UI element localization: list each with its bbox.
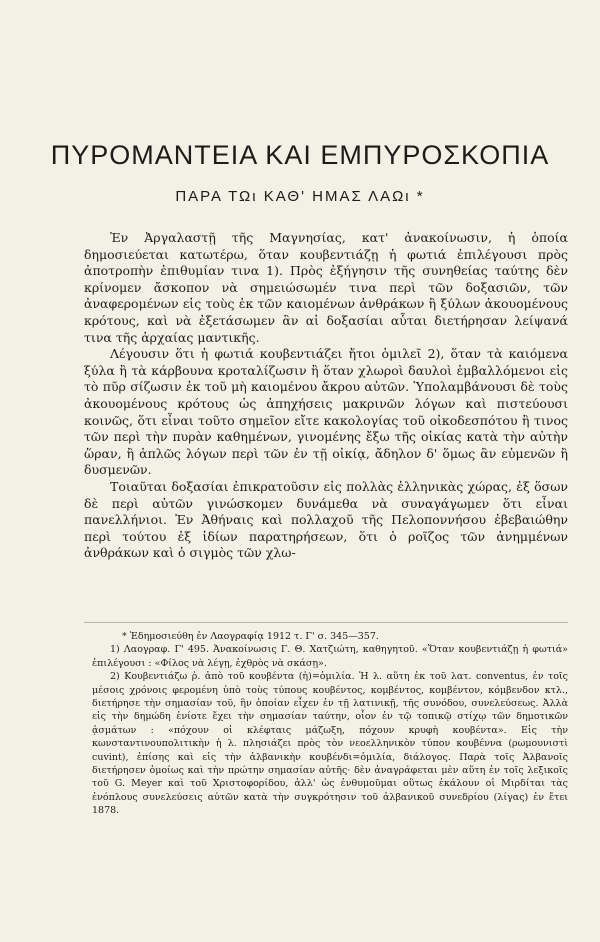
article-subtitle: ΠΑΡΑ ΤΩι ΚΑΘ' ΗΜΑΣ ΛΑΩι * [175,188,425,205]
body-paragraph: Ἐν Ἀργαλαστῇ τῆς Μαγνησίας, κατ' ἀνακοίνωσιν, ἡ ὁποία δημοσιεύεται κατωτέρω, ὅταν κουβεντιάζῃ ἡ φωτιά ἐπιλέγουσι πρὸς ἀποτροπὴν ἐπιθυμίαν τινα 1). Πρὸς ἐξήγησιν τῆς συνηθείας ταύτης δὲν κρίνομεν ἄσκοπον νὰ σημειώσωμέν τινα περὶ τῶν δοξασιῶν, τῶν ἀναφερομένων εἰς τοὺς ἐκ τῶν καιομένων ἀνθράκων ἢ ξύλων ἀκουομένους κρότους, καὶ νὰ ἐξετάσωμεν ἂν αἱ δοξασίαι αὗται διετήρησαν λείψανά τινα τῆς ἀρχαίας μαντικῆς. [84,230,568,345]
article-title: ΠΥΡΟΜΑΝΤΕΙΑ ΚΑΙ ΕΜΠΥΡΟΣΚΟΠΙΑ [50,140,550,170]
body-paragraph: Τοιαῦται δοξασίαι ἐπικρατοῦσιν εἰς πολλὰς ἑλληνικὰς χώρας, ἐξ ὅσων δὲ περὶ αὐτῶν γινώσκομεν δυνάμεθα νὰ συναγάγωμεν ὅτι εἶναι πανελλήνιοι. Ἐν Ἀθήναις καὶ πολλαχοῦ τῆς Πελοποννήσου ἐβεβαιώθην περὶ τούτου ἐξ ἰδίων παρατηρήσεων, ὅτι ὁ ροῖζος τῶν ἀνημμένων ἀνθράκων καὶ ὁ σιγμὸς τῶν χλω- [84,478,568,561]
footnote: 1) Λαογραφ. Γ' 495. Ἀνακοίνωσις Γ. Θ. Χατζιώτη, καθηγητοῦ. «Ὅταν κουβεντιάζῃ ἡ φωτιά» ἐπιλέγουσι : «Φίλος νὰ λέγῃ, ἐχθρὸς νὰ σκάσῃ». [92,644,568,669]
article-body [84,230,568,562]
footnote-publication: * Ἐδημοσιεύθη ἐν Λαογραφίᾳ 1912 τ. Γ' σ. 345—357. [122,631,379,642]
footnote: 2) Κουβεντιάζω ῥ. ἀπὸ τοῦ κουβέντα (ἡ)=ὁμιλία. Ἡ λ. αὕτη ἐκ τοῦ λατ. conventus, ἐν τοῖς μέσοις χρόνοις φερομένη ὑπὸ τοὺς τύπους κουβέντος, κομβέντος, κομβέντον, κόμβενδον κτλ., διετήρησε τὴν σημασίαν τοῦ, ἣν ὁποίαν εἶχεν ἐν τῇ λατινικῇ, τῆς συνόδου, συνελεύσεως. Ἀλλὰ εἰς τὴν δημώδη ἐνίοτε ἔχει τὴν σημασίαν ταύτην, οἷον ἐν τῷ τοπικῷ στίχῳ τῶν δημοτικῶν ᾀσμάτων : «πόχουν οἱ κλέφταις μάζωξη, πόχουν κρυφὴ κουβέντα». Εἰς τὴν κωνσταντινουπολιτικὴν ἡ λ. πλησιάζει πρὸς τὸν νεοελληνικὸν τύπον κουβέννα (ρωμουνιστὶ cuvint), ἐπίσης καὶ εἰς τὴν ἀλβανικὴν κουβένδι=ὁμιλία, διάλογος. Παρὰ τοῖς Ἀλβανοῖς διετήρησεν ὁμοίως καὶ τὴν πρώτην σημασίαν αὐτῆς· δὲν ἀναγράφεται μὲν αὕτη ἐν τοῖς λεξικοῖς τοῦ G. Meyer καὶ τοῦ Χριστοφορίδου, ἀλλ' ὡς ἐνθυμοῦμαι οὕτως ἐκάλουν οἱ Μιρδίται τὰς ἐνόπλους συνελεύσεις αὐτῶν κατὰ τὴν συγκρότησιν τοῦ ἀλβανικοῦ συνεδρίου (λίγας) ἐν ἔτει 1878. [92,671,568,817]
footnotes [92,630,568,818]
footnote-divider [84,622,568,623]
body-paragraph: Λέγουσιν ὅτι ἡ φωτιά κουβεντιάζει ἤτοι ὁμιλεῖ 2), ὅταν τὰ καιόμενα ξύλα ἢ τὰ κάρβουνα κροταλίζωσιν ἢ ὅταν χλωροὶ δαυλοὶ ἐμβαλλόμενοι εἰς τὸ πῦρ σίζωσιν ἐκ τοῦ μὴ καιομένου ἄκρου αὐτῶν. Ὑπολαμβάνουσι δὲ τοὺς ἀκουομένους κρότους ὡς ἀπηχήσεις μακρινῶν λόγων καὶ πιστεύουσι κοινῶς, ὅτι εἶναι τοῦτο σημεῖον εἴτε κακολογίας τοῦ οἰκοδεσπότου ἢ τινος τῶν περὶ τὴν πυρὰν καθημένων, γινομένης ἔξω τῆς οἰκίας κατὰ τὴν αὐτὴν ὥραν, ἢ ἁπλῶς λόγων περὶ τῶν ἐν τῇ οἰκίᾳ, ἄδηλον δ' ὅμως ἂν εὐμενῶν ἢ δυσμενῶν. [84,346,568,478]
